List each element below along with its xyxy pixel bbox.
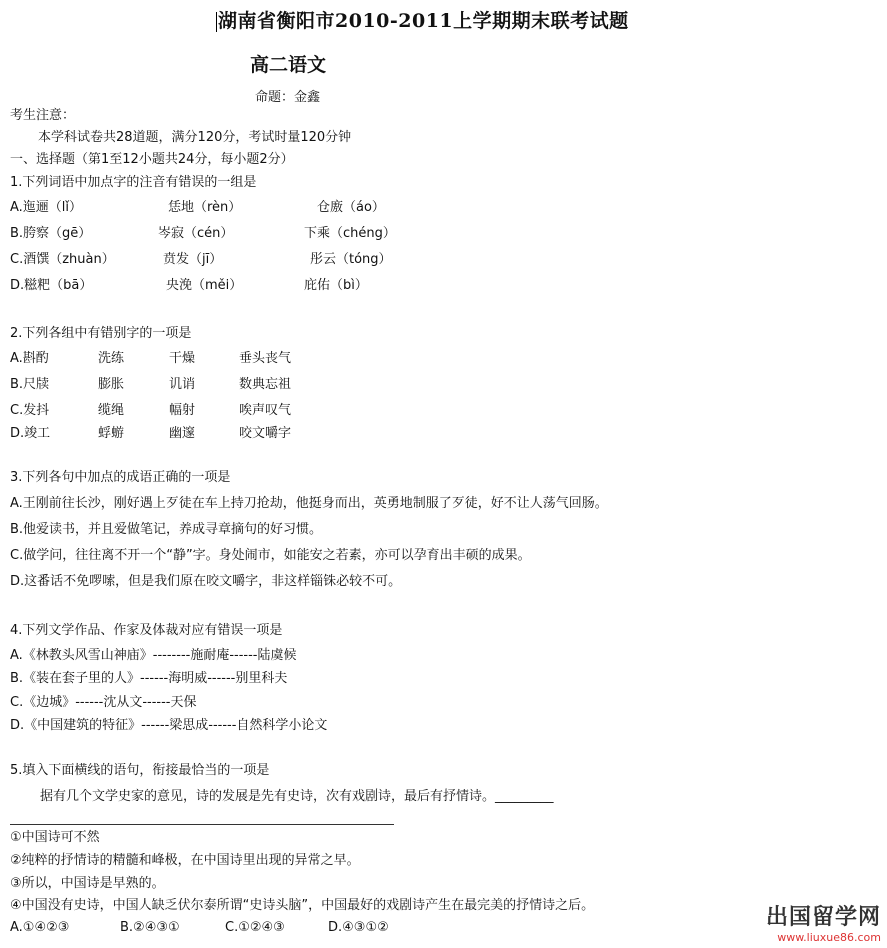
q5-item-3: ③所以，中国诗是早熟的。: [10, 876, 165, 891]
text-cursor: [216, 12, 217, 32]
q5-item-4: ④中国没有史诗，中国人缺乏伏尔泰所谓“史诗头脑”，中国最好的戏剧诗产生在最完美的抒情诗之后。: [10, 898, 595, 913]
exam-title: 湖南省衡阳市2010-2011上学期期末联考试题: [218, 10, 629, 32]
q5-item-2: ②纯粹的抒情诗的精髓和峰极，在中国诗里出现的异常之早。: [10, 853, 360, 868]
q4-stem: 4.下列文学作品、作家及体裁对应有错误一项是: [10, 623, 283, 638]
q5-stem: 5.填入下面横线的语句，衔接最恰当的一项是: [10, 763, 270, 778]
exam-page: 湖南省衡阳市2010-2011上学期期末联考试题 高二语文 命题：金鑫 考生注意： 本学科试卷共28道题，满分120分，考试时量120分钟 一、选择题（第1至12小题共24分，每小题2分） 1.下列词语中加点字的注音有错误的一组是 A.迤逦（lǐ） 恁地（rèn） 仓廒（áo） B.胯察（gē） 岑寂（cén） 下乘（chéng） C.酒馔（zhuàn） 贲发（jī） 彤云（tóng） D.糍粑（bā） 央浼（měi） 庇佑（bì） 2.下列各组中有错别字的一项是 A.斟酌 洗练 干燥 垂头丧气 B.尺牍 膨胀 讥诮 数典忘祖 C.发抖 缆绳 幅射 唉声叹气 D.竣工 蜉蝣 幽邃 咬文嚼字 3.下列各句中加点的成语正确的一项是 A.王刚前往长沙，刚好遇上歹徒在车上持刀抢劫，他挺身而出，英勇地制服了歹徒，好不让人荡气回肠。 B.他爱读书，并且爱做笔记，养成寻章摘句的好习惯。 C.做学问，往往离不开一个“静”字。身处闹市，如能安之若素，亦可以孕育出丰硕的成果。 D.这番话不免啰嗦，但是我们原在咬文嚼字，非这样锱铢必较不可。 4.下列文学作品、作家及体裁对应有错误一项是 A.《林教头风雪山神庙》--------施耐庵------陆虞候 B.《装在套子里的人》------海明威------别里科夫 C.《边城》------沈从文------天保 D.《中国建筑的特征》------梁思成------自然科学小论文 5.填入下面横线的语句，衔接最恰当的一项是 据有几个文学史家的意见，诗的发展是先有史诗，次有戏剧诗，最后有抒情诗。_________ ①中国诗可不然 ②纯粹的抒情诗的精髓和峰极，在中国诗里出现的异常之早。 ③所以，中国诗是早熟的。 ④中国没有史诗，中国人缺乏伏尔泰所谓“史诗头脑”，中国最好的戏剧诗产生在最完美的抒情诗之后。 A.①④②③ B.②④③① C.①②④③ D.④③①② 出国留学网 www.liuxue86.com: [0, 0, 887, 948]
section-heading: 一、选择题（第1至12小题共24分，每小题2分）: [10, 152, 294, 167]
answer-blank-line: [10, 824, 394, 825]
watermark-url: www.liuxue86.com: [777, 931, 881, 944]
q3-stem: 3.下列各句中加点的成语正确的一项是: [10, 470, 231, 485]
q1-stem: 1.下列词语中加点字的注音有错误的一组是: [10, 175, 257, 190]
q2-stem: 2.下列各组中有错别字的一项是: [10, 326, 192, 341]
q5-item-1: ①中国诗可不然: [10, 830, 100, 845]
q4-option-b: B.《装在套子里的人》------海明威------别里科夫: [10, 671, 288, 686]
notice-text: 本学科试卷共28道题，满分120分，考试时量120分钟: [38, 130, 352, 145]
q4-option-a: A.《林教头风雪山神庙》--------施耐庵------陆虞候: [10, 648, 297, 663]
author-line: 命题：金鑫: [255, 90, 321, 105]
q3-option-a: A.王刚前往长沙，刚好遇上歹徒在车上持刀抢劫，他挺身而出，英勇地制服了歹徒，好不让人荡气回肠。: [10, 496, 608, 511]
notice-label: 考生注意：: [10, 108, 76, 123]
q4-option-c: C.《边城》------沈从文------天保: [10, 695, 197, 710]
q3-option-d: D.这番话不免啰嗦，但是我们原在咬文嚼字，非这样锱铢必较不可。: [10, 574, 402, 589]
site-watermark: [766, 900, 881, 944]
subject-heading: 高二语文: [250, 54, 327, 76]
watermark-brand: 出国留学网: [765, 905, 881, 930]
q3-option-c: C.做学问，往往离不开一个“静”字。身处闹市，如能安之若素，亦可以孕育出丰硕的成果。: [10, 548, 531, 563]
q5-passage: 据有几个文学史家的意见，诗的发展是先有史诗，次有戏剧诗，最后有抒情诗。_________: [40, 789, 554, 804]
q3-option-b: B.他爱读书，并且爱做笔记，养成寻章摘句的好习惯。: [10, 522, 323, 537]
q4-option-d: D.《中国建筑的特征》------梁思成------自然科学小论文: [10, 718, 328, 733]
